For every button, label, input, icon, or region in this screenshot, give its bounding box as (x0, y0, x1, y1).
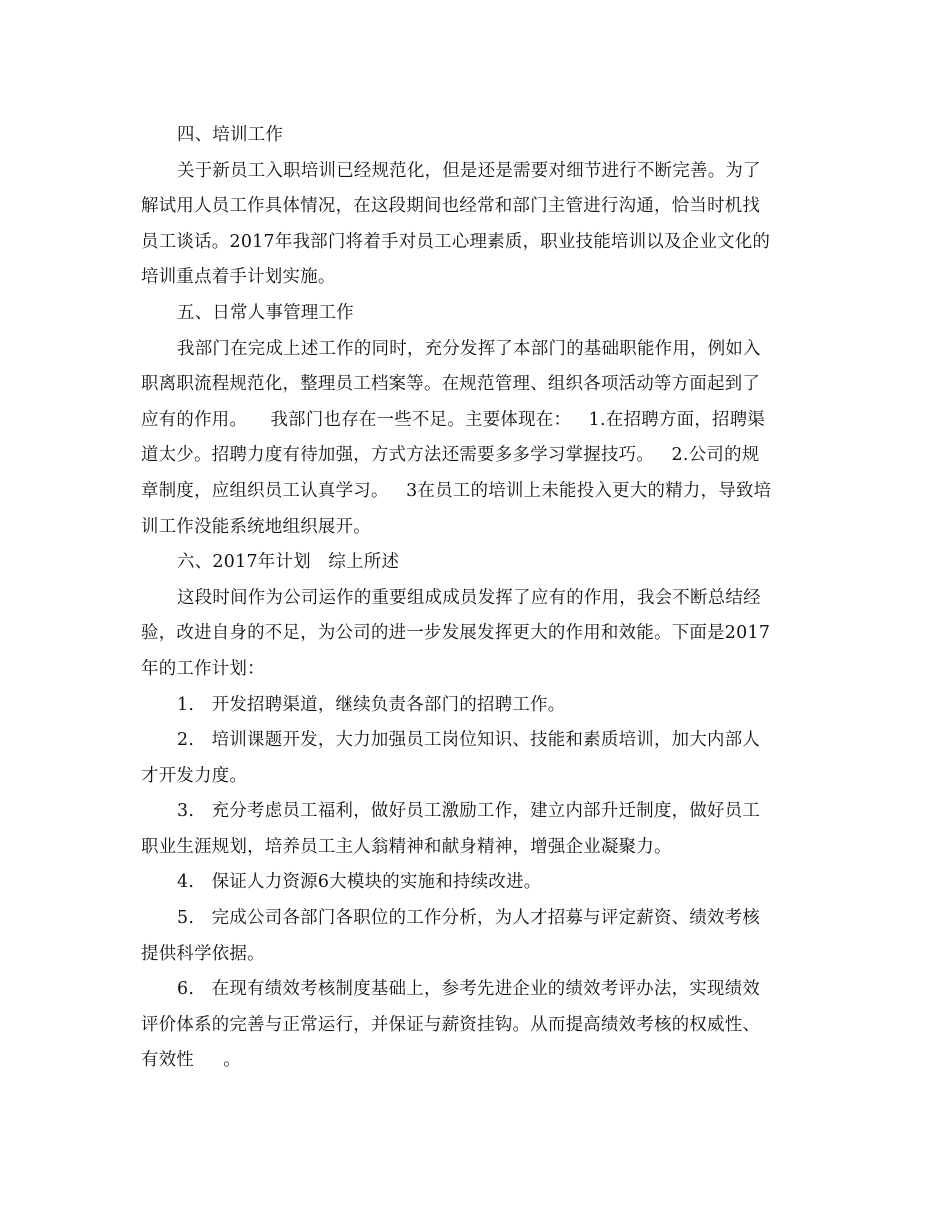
paragraph-line: 培训重点着手计划实施。 (141, 267, 336, 288)
paragraph-line: 这段时间作为公司运作的重要组成成员发挥了应有的作用，我会不断总结经 (177, 587, 761, 608)
heading-plan: 六、2017年计划 综上所述 (177, 552, 400, 573)
heading-daily-hr: 五、日常人事管理工作 (177, 302, 354, 323)
document-body (141, 118, 811, 1079)
paragraph-line: 年的工作计划： (141, 658, 265, 679)
paragraph-line: 解试用人员工作具体情况，在这段期间也经常和部门主管进行沟通，恰当时机找 (141, 196, 761, 217)
paragraph-line: 验，改进自身的不足，为公司的进一步发展发挥更大的作用和效能。下面是2017 (141, 623, 771, 644)
paragraph-line: 章制度，应组织员工认真学习。 3在员工的培训上未能投入更大的精力，导致培 (141, 480, 772, 501)
list-item-2-continued: 才开发力度。 (141, 765, 248, 786)
paragraph-line: 应有的作用。 我部门也存在一些不足。主要体现在： 1.在招聘方面，招聘渠 (141, 409, 766, 430)
paragraph-line: 道太少。招聘力度有待加强，方式方法还需要多多学习掌握技巧。 2.公司的规 (141, 445, 760, 466)
list-item-6-continued: 评价体系的完善与正常运行，并保证与薪资挂钩。从而提高绩效考核的权威性、 (141, 1014, 761, 1035)
list-item-2: 2. 培训课题开发，大力加强员工岗位知识、技能和素质培训，加大内部人 (177, 730, 761, 751)
list-item-3-continued: 职业生涯规划，培养员工主人翁精神和献身精神，增强企业凝聚力。 (141, 836, 672, 857)
list-item-4: 4. 保证人力资源6大模块的实施和持续改进。 (177, 872, 542, 893)
paragraph-line: 我部门在完成上述工作的同时，充分发挥了本部门的基础职能作用，例如入 (177, 338, 761, 359)
paragraph-line: 训工作没能系统地组织展开。 (141, 516, 371, 537)
list-item-1: 1. 开发招聘渠道，继续负责各部门的招聘工作。 (177, 694, 566, 715)
paragraph-line: 员工谈话。2017年我部门将着手对员工心理素质，职业技能培训以及企业文化的 (141, 231, 771, 252)
list-item-5: 5. 完成公司各部门各职位的工作分析，为人才招募与评定薪资、绩效考核 (177, 908, 761, 929)
paragraph-line: 职离职流程规范化，整理员工档案等。在规范管理、组织各项活动等方面起到了 (141, 374, 761, 395)
list-item-6-continued: 有效性 。 (141, 1050, 241, 1071)
list-item-6: 6. 在现有绩效考核制度基础上，参考先进企业的绩效考评办法，实现绩效 (177, 979, 761, 1000)
list-item-3: 3. 充分考虑员工福利，做好员工激励工作，建立内部升迁制度，做好员工 (177, 801, 761, 822)
paragraph-line: 关于新员工入职培训已经规范化，但是还是需要对细节进行不断完善。为了 (177, 160, 761, 181)
list-item-5-continued: 提供科学依据。 (141, 943, 265, 964)
heading-training: 四、培训工作 (177, 125, 284, 145)
